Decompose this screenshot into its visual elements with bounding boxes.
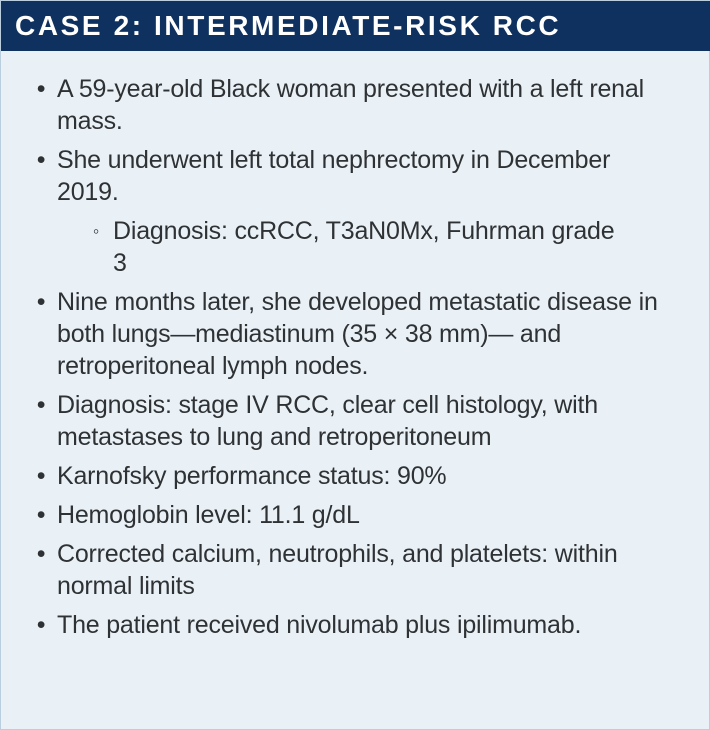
- list-item: [36, 389, 667, 453]
- list-item-text: A 59-year-old Black woman presented with a left renal mass.: [57, 75, 644, 135]
- bullet-icon: •: [36, 288, 46, 316]
- list-item: [36, 609, 667, 641]
- list-item: [36, 499, 667, 531]
- list-item-text: Corrected calcium, neutrophils, and platelets: within normal limits: [57, 540, 618, 600]
- sub-list-item-text: Diagnosis: ccRCC, T3aN0Mx, Fuhrman grade 3: [113, 217, 615, 277]
- list-item-text: Nine months later, she developed metastatic disease in both lungs—mediastinum (35 × 38 mm)— and retroperitoneal lymph nodes.: [57, 288, 658, 380]
- bullet-icon: •: [36, 75, 46, 103]
- list-item-text: The patient received nivolumab plus ipilimumab.: [57, 611, 582, 639]
- list-item: [36, 538, 667, 602]
- sub-list-item: [92, 215, 633, 279]
- list-item: [36, 286, 667, 382]
- list-item-text: She underwent left total nephrectomy in December 2019.: [57, 146, 611, 206]
- bullet-icon: •: [36, 611, 46, 639]
- bullet-icon: •: [36, 501, 46, 529]
- bullet-icon: •: [36, 146, 46, 174]
- list-item: [36, 460, 667, 492]
- list-item: [36, 144, 667, 208]
- list-item: [36, 73, 667, 137]
- bullet-icon: •: [36, 391, 46, 419]
- bullet-icon: •: [36, 462, 46, 490]
- sub-bullet-icon: ◦: [92, 221, 100, 241]
- list-item-text: Diagnosis: stage IV RCC, clear cell histology, with metastases to lung and retroperitoneum: [57, 391, 598, 451]
- case-title: CASE 2: INTERMEDIATE-RISK RCC: [15, 10, 562, 41]
- list-item-text: Karnofsky performance status: 90%: [57, 462, 447, 490]
- list-item-text: Hemoglobin level: 11.1 g/dL: [57, 501, 360, 529]
- bullet-icon: •: [36, 540, 46, 568]
- card-header: [1, 1, 710, 51]
- case-details-list: [1, 51, 710, 648]
